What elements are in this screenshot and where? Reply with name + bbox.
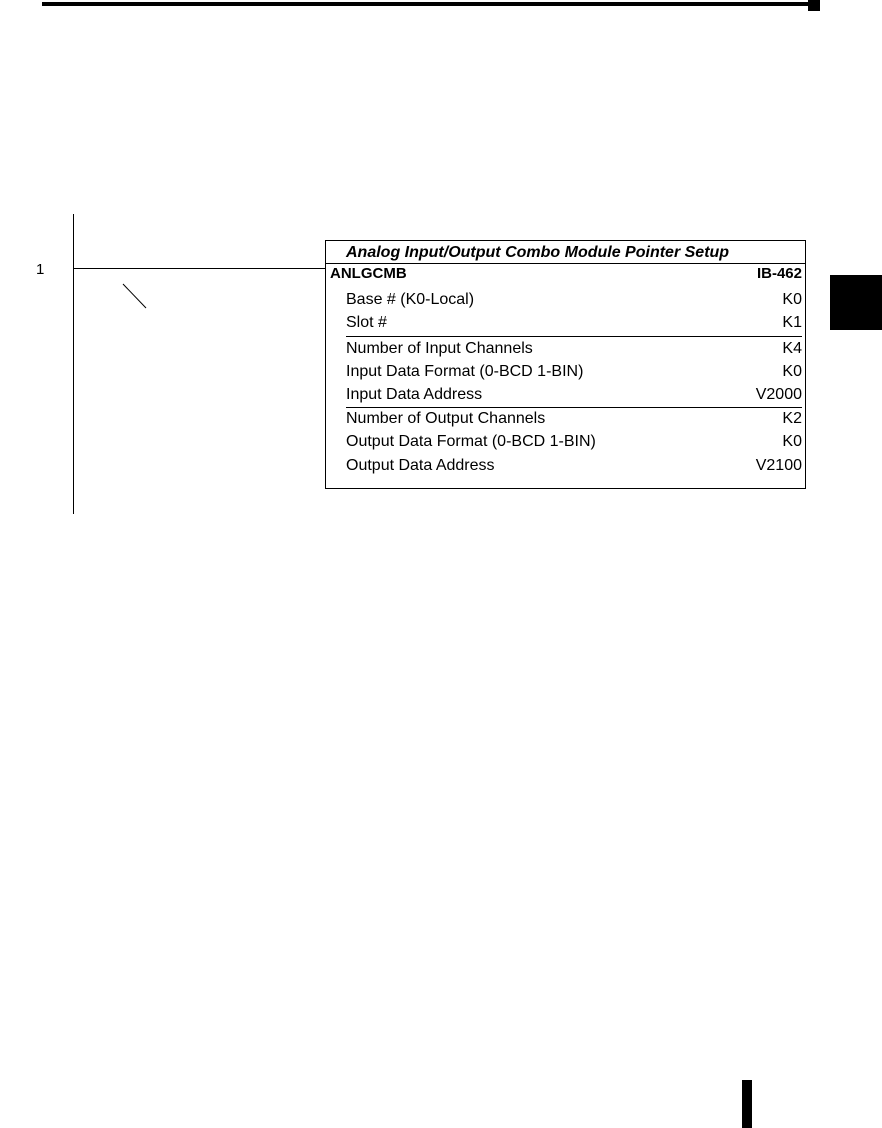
param-label: Input Data Address: [346, 386, 483, 403]
param-value: K1: [782, 314, 802, 331]
param-row-output-address: [346, 454, 802, 477]
param-row-input-format: [346, 360, 802, 383]
param-value: K0: [782, 433, 802, 450]
param-row-input-channels: [346, 337, 802, 360]
param-label: Number of Input Channels: [346, 340, 533, 357]
param-row-slot: [346, 311, 802, 334]
param-value: K0: [782, 363, 802, 380]
ib-title: Analog Input/Output Combo Module Pointer Setup: [346, 244, 730, 261]
ib-mnemonic: ANLGCMB: [330, 265, 407, 282]
header-rule: [42, 2, 808, 6]
rung-number: 1: [36, 261, 45, 278]
param-row-output-channels: [346, 407, 802, 430]
param-value: V2000: [755, 386, 802, 403]
left-power-rail: [73, 214, 74, 514]
param-value: K0: [782, 291, 802, 308]
ib-header-row: [330, 264, 802, 284]
rung-wire: [74, 268, 326, 269]
param-label: Number of Output Channels: [346, 410, 546, 427]
param-row-output-format: [346, 430, 802, 453]
ib-instruction-box: [325, 240, 806, 489]
param-label: Output Data Address: [346, 457, 495, 474]
param-label: Output Data Format (0-BCD 1-BIN): [346, 433, 596, 450]
rung-tick-mark: [120, 281, 150, 311]
chapter-tab: [830, 275, 882, 330]
param-label: Base # (K0-Local): [346, 291, 475, 308]
param-row-input-address: [346, 383, 802, 406]
param-label: Slot #: [346, 314, 387, 331]
param-row-base: [346, 288, 802, 311]
header-end-block: [808, 0, 820, 11]
ib-code: IB-462: [756, 265, 802, 282]
param-value: V2100: [755, 457, 802, 474]
param-label: Input Data Format (0-BCD 1-BIN): [346, 363, 584, 380]
footer-bar: [742, 1080, 752, 1128]
param-value: K2: [782, 410, 802, 427]
param-value: K4: [782, 340, 802, 357]
